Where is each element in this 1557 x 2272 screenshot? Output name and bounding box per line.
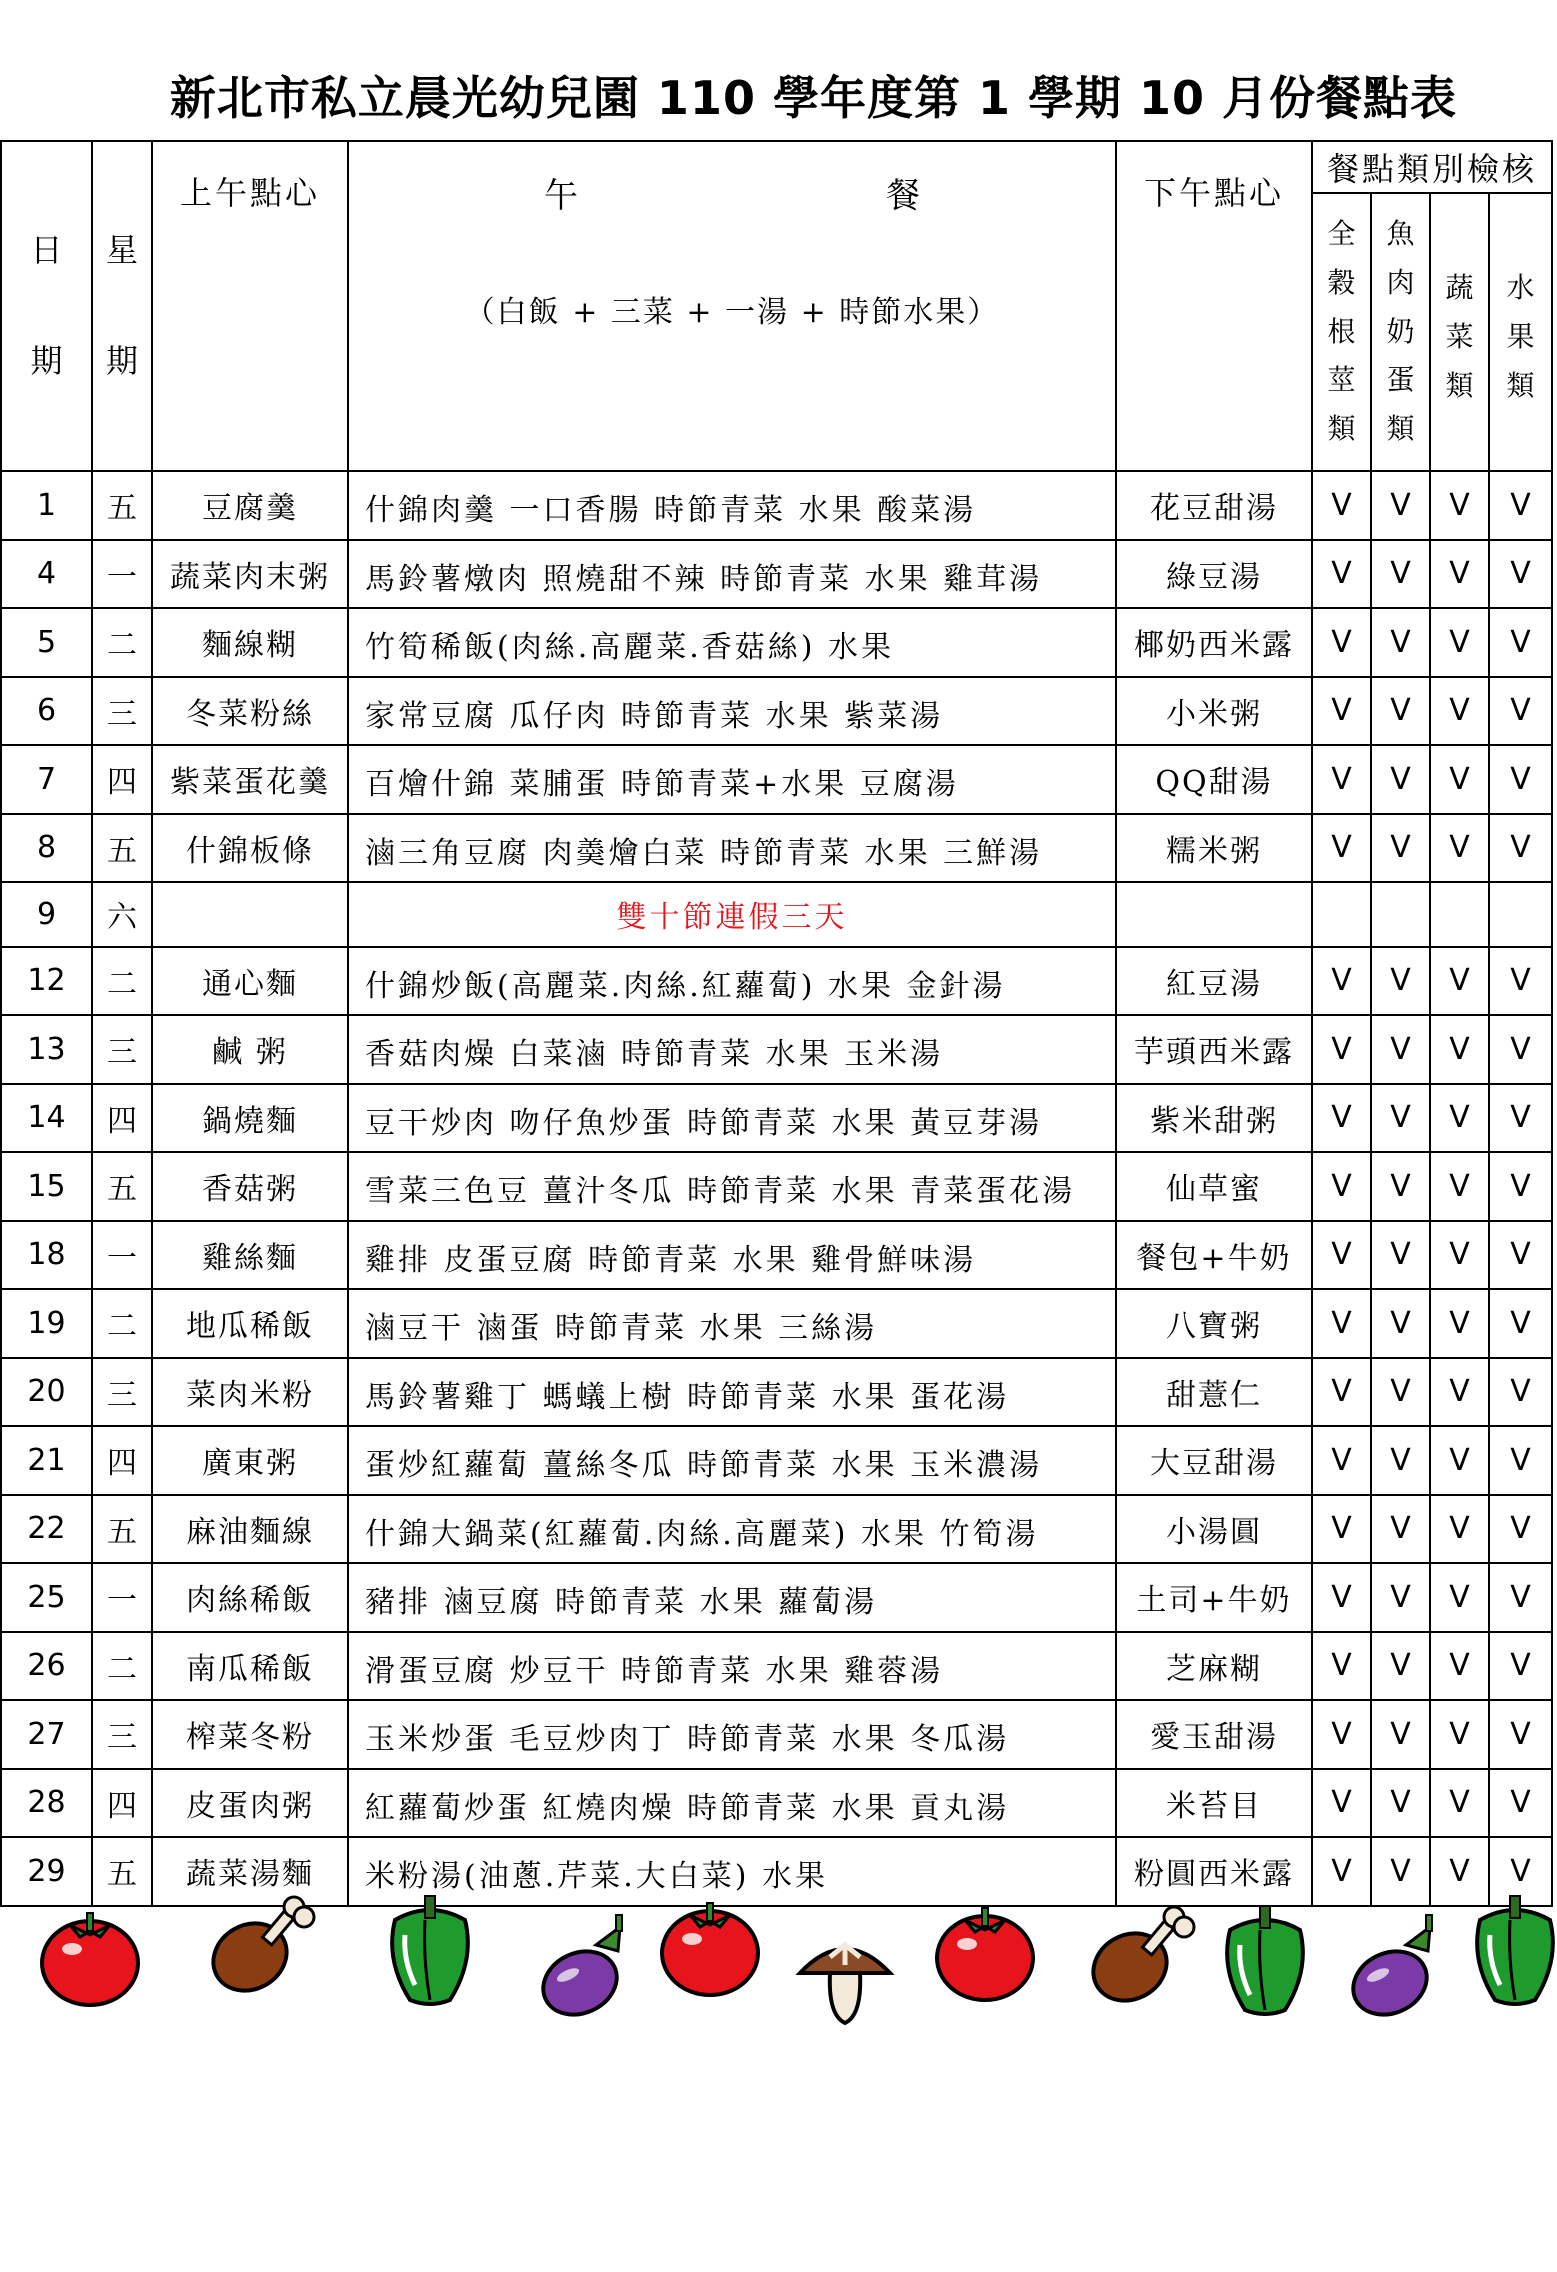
category-check-cell: V bbox=[1371, 540, 1430, 609]
afternoon-snack-cell: 粉圓西米露 bbox=[1116, 1837, 1312, 1906]
weekday-cell: 五 bbox=[92, 1495, 152, 1564]
weekday-cell: 三 bbox=[92, 1358, 152, 1427]
morning-snack-cell: 豆腐羹 bbox=[152, 471, 348, 540]
category-check-cell: V bbox=[1430, 540, 1489, 609]
weekday-cell: 五 bbox=[92, 1837, 152, 1906]
category-char: 根 bbox=[1327, 314, 1356, 348]
category-check-cell: V bbox=[1430, 608, 1489, 677]
afternoon-snack-cell: 小米粥 bbox=[1116, 677, 1312, 746]
morning-snack-cell: 皮蛋肉粥 bbox=[152, 1769, 348, 1838]
category-char: 穀 bbox=[1327, 265, 1356, 299]
table-row bbox=[1, 1495, 1552, 1564]
category-check-cell: V bbox=[1312, 1084, 1371, 1153]
table-row bbox=[1, 1084, 1552, 1153]
morning-snack-cell: 菜肉米粉 bbox=[152, 1358, 348, 1427]
afternoon-snack-cell: 仙草蜜 bbox=[1116, 1152, 1312, 1221]
date-cell: 7 bbox=[1, 745, 92, 814]
category-check-cell: V bbox=[1371, 1837, 1430, 1906]
morning-snack-cell: 什錦板條 bbox=[152, 814, 348, 883]
category-char: 蔬 bbox=[1445, 271, 1474, 304]
weekday-cell: 三 bbox=[92, 1015, 152, 1084]
category-char: 類 bbox=[1506, 368, 1535, 402]
date-cell: 4 bbox=[1, 540, 92, 609]
lunch-cell: 豆干炒肉 吻仔魚炒蛋 時節青菜 水果 黃豆芽湯 bbox=[348, 1084, 1116, 1153]
category-check-cell: V bbox=[1430, 1289, 1489, 1358]
category-check-cell: V bbox=[1312, 677, 1371, 746]
lunch-cell: 香菇肉燥 白菜滷 時節青菜 水果 玉米湯 bbox=[348, 1015, 1116, 1084]
weekday-cell: 六 bbox=[92, 882, 152, 947]
category-check-cell: V bbox=[1371, 1221, 1430, 1290]
category-check-cell: V bbox=[1371, 745, 1430, 814]
weekday-cell: 一 bbox=[92, 1221, 152, 1290]
morning-snack-cell: 地瓜稀飯 bbox=[152, 1289, 348, 1358]
header-weekday-char: 星 bbox=[105, 230, 138, 269]
category-check-cell: V bbox=[1312, 1632, 1371, 1701]
category-check-cell: V bbox=[1371, 608, 1430, 677]
morning-snack-cell: 肉絲稀飯 bbox=[152, 1563, 348, 1632]
table-row bbox=[1, 1769, 1552, 1838]
category-check-cell: V bbox=[1489, 947, 1552, 1016]
category-check-cell: V bbox=[1312, 1563, 1371, 1632]
afternoon-snack-cell: 愛玉甜湯 bbox=[1116, 1700, 1312, 1769]
category-check-cell: V bbox=[1489, 1289, 1552, 1358]
category-check-cell: V bbox=[1489, 1700, 1552, 1769]
afternoon-snack-cell: 芋頭西米露 bbox=[1116, 1015, 1312, 1084]
lunch-cell: 滷豆干 滷蛋 時節青菜 水果 三絲湯 bbox=[348, 1289, 1116, 1358]
lunch-cell: 家常豆腐 瓜仔肉 時節青菜 水果 紫菜湯 bbox=[348, 677, 1116, 746]
lunch-cell: 雪菜三色豆 薑汁冬瓜 時節青菜 水果 青菜蛋花湯 bbox=[348, 1152, 1116, 1221]
category-check-cell: V bbox=[1371, 1015, 1430, 1084]
header-afternoon-snack: 下午點心 bbox=[1116, 141, 1312, 471]
category-char: 魚 bbox=[1386, 217, 1415, 250]
category-check-cell: V bbox=[1430, 1495, 1489, 1564]
afternoon-snack-cell: 甜薏仁 bbox=[1116, 1358, 1312, 1427]
category-check-cell: V bbox=[1489, 1426, 1552, 1495]
category-check-cell: V bbox=[1371, 471, 1430, 540]
morning-snack-cell: 廣東粥 bbox=[152, 1426, 348, 1495]
category-check-cell: V bbox=[1371, 1289, 1430, 1358]
category-check-cell: V bbox=[1312, 814, 1371, 883]
category-char: 類 bbox=[1327, 412, 1356, 446]
lunch-cell: 馬鈴薯燉肉 照燒甜不辣 時節青菜 水果 雞茸湯 bbox=[348, 540, 1116, 609]
morning-snack-cell: 紫菜蛋花羹 bbox=[152, 745, 348, 814]
category-check-cell: V bbox=[1371, 814, 1430, 883]
category-check-cell: V bbox=[1430, 1084, 1489, 1153]
afternoon-snack-cell: 大豆甜湯 bbox=[1116, 1426, 1312, 1495]
afternoon-snack-cell: 綠豆湯 bbox=[1116, 540, 1312, 609]
category-check-cell bbox=[1489, 882, 1552, 947]
category-check-cell: V bbox=[1312, 1015, 1371, 1084]
category-check-cell: V bbox=[1371, 947, 1430, 1016]
category-check-cell: V bbox=[1312, 1837, 1371, 1906]
header-lunch-title: 午 餐 bbox=[544, 176, 1000, 216]
header-lunch bbox=[348, 141, 1116, 471]
table-row bbox=[1, 1015, 1552, 1084]
category-check-cell: V bbox=[1312, 540, 1371, 609]
category-check-cell: V bbox=[1489, 814, 1552, 883]
header-category-grains bbox=[1312, 193, 1371, 471]
category-check-cell: V bbox=[1430, 1563, 1489, 1632]
category-char: 水 bbox=[1506, 271, 1535, 304]
category-check-cell: V bbox=[1430, 1152, 1489, 1221]
category-check-cell: V bbox=[1430, 1358, 1489, 1427]
table-row bbox=[1, 677, 1552, 746]
lunch-cell: 竹筍稀飯(肉絲.高麗菜.香菇絲) 水果 bbox=[348, 608, 1116, 677]
category-check-cell: V bbox=[1430, 1015, 1489, 1084]
lunch-cell: 玉米炒蛋 毛豆炒肉丁 時節青菜 水果 冬瓜湯 bbox=[348, 1700, 1116, 1769]
header-date-char: 日 bbox=[30, 230, 63, 269]
date-cell: 22 bbox=[1, 1495, 92, 1564]
page-title: 新北市私立晨光幼兒園 110 學年度第 1 學期 10 月份餐點表 bbox=[169, 71, 1458, 125]
morning-snack-cell: 南瓜稀飯 bbox=[152, 1632, 348, 1701]
date-cell: 27 bbox=[1, 1700, 92, 1769]
header-category-check: 餐點類別檢核 bbox=[1312, 141, 1552, 193]
morning-snack-cell: 鍋燒麵 bbox=[152, 1084, 348, 1153]
category-char: 類 bbox=[1386, 412, 1415, 446]
category-check-cell: V bbox=[1312, 471, 1371, 540]
afternoon-snack-cell: 土司+牛奶 bbox=[1116, 1563, 1312, 1632]
date-cell: 13 bbox=[1, 1015, 92, 1084]
category-check-cell bbox=[1371, 882, 1430, 947]
table-row bbox=[1, 882, 1552, 947]
table-row bbox=[1, 1632, 1552, 1701]
date-cell: 19 bbox=[1, 1289, 92, 1358]
category-check-cell: V bbox=[1489, 1015, 1552, 1084]
table-row bbox=[1, 1152, 1552, 1221]
date-cell: 15 bbox=[1, 1152, 92, 1221]
lunch-cell: 馬鈴薯雞丁 螞蟻上樹 時節青菜 水果 蛋花湯 bbox=[348, 1358, 1116, 1427]
category-check-cell: V bbox=[1489, 1152, 1552, 1221]
morning-snack-cell: 麻油麵線 bbox=[152, 1495, 348, 1564]
category-check-cell: V bbox=[1430, 745, 1489, 814]
category-check-cell: V bbox=[1430, 814, 1489, 883]
table-row bbox=[1, 947, 1552, 1016]
lunch-cell: 豬排 滷豆腐 時節青菜 水果 蘿蔔湯 bbox=[348, 1563, 1116, 1632]
category-check-cell: V bbox=[1312, 1221, 1371, 1290]
holiday-notice: 雙十節連假三天 bbox=[348, 882, 1116, 947]
category-check-cell: V bbox=[1489, 1563, 1552, 1632]
category-check-cell: V bbox=[1489, 1632, 1552, 1701]
afternoon-snack-cell: 紫米甜粥 bbox=[1116, 1084, 1312, 1153]
category-char: 果 bbox=[1506, 319, 1535, 353]
category-check-cell: V bbox=[1489, 1221, 1552, 1290]
category-check-cell: V bbox=[1430, 677, 1489, 746]
date-cell: 28 bbox=[1, 1769, 92, 1838]
weekday-cell: 一 bbox=[92, 1563, 152, 1632]
weekday-cell: 二 bbox=[92, 1289, 152, 1358]
header-date bbox=[1, 141, 92, 471]
afternoon-snack-cell: 餐包+牛奶 bbox=[1116, 1221, 1312, 1290]
morning-snack-cell: 蔬菜肉末粥 bbox=[152, 540, 348, 609]
category-check-cell: V bbox=[1489, 1837, 1552, 1906]
category-check-cell: V bbox=[1371, 1426, 1430, 1495]
table-row bbox=[1, 1289, 1552, 1358]
weekday-cell: 二 bbox=[92, 1632, 152, 1701]
header-morning-snack: 上午點心 bbox=[152, 141, 348, 471]
afternoon-snack-cell: 芝麻糊 bbox=[1116, 1632, 1312, 1701]
lunch-cell: 滷三角豆腐 肉羮燴白菜 時節青菜 水果 三鮮湯 bbox=[348, 814, 1116, 883]
table-row bbox=[1, 540, 1552, 609]
weekday-cell: 四 bbox=[92, 1769, 152, 1838]
table-row bbox=[1, 1426, 1552, 1495]
category-check-cell: V bbox=[1489, 540, 1552, 609]
date-cell: 5 bbox=[1, 608, 92, 677]
category-check-cell: V bbox=[1371, 1152, 1430, 1221]
category-check-cell: V bbox=[1430, 1700, 1489, 1769]
lunch-cell: 米粉湯(油蔥.芹菜.大白菜) 水果 bbox=[348, 1837, 1116, 1906]
date-cell: 1 bbox=[1, 471, 92, 540]
header-weekday bbox=[92, 141, 152, 471]
date-cell: 9 bbox=[1, 882, 92, 947]
category-check-cell: V bbox=[1371, 1563, 1430, 1632]
date-cell: 20 bbox=[1, 1358, 92, 1427]
morning-snack-cell: 鹹 粥 bbox=[152, 1015, 348, 1084]
category-check-cell: V bbox=[1371, 1769, 1430, 1838]
header-category-vegetables bbox=[1430, 193, 1489, 471]
date-cell: 25 bbox=[1, 1563, 92, 1632]
category-check-cell: V bbox=[1371, 1632, 1430, 1701]
category-check-cell: V bbox=[1430, 1426, 1489, 1495]
category-check-cell: V bbox=[1489, 1358, 1552, 1427]
table-row bbox=[1, 814, 1552, 883]
category-check-cell: V bbox=[1430, 1221, 1489, 1290]
category-check-cell: V bbox=[1312, 745, 1371, 814]
lunch-cell: 蛋炒紅蘿蔔 薑絲冬瓜 時節青菜 水果 玉米濃湯 bbox=[348, 1426, 1116, 1495]
header-lunch-note: （白飯 + 三菜 + 一湯 + 時節水果） bbox=[464, 295, 1000, 330]
lunch-cell: 雞排 皮蛋豆腐 時節青菜 水果 雞骨鮮味湯 bbox=[348, 1221, 1116, 1290]
category-check-cell: V bbox=[1489, 677, 1552, 746]
morning-snack-cell: 榨菜冬粉 bbox=[152, 1700, 348, 1769]
afternoon-snack-cell: 糯米粥 bbox=[1116, 814, 1312, 883]
category-check-cell: V bbox=[1430, 1632, 1489, 1701]
morning-snack-cell: 蔬菜湯麵 bbox=[152, 1837, 348, 1906]
menu-body bbox=[1, 471, 1552, 1906]
weekday-cell: 三 bbox=[92, 1700, 152, 1769]
category-check-cell bbox=[1312, 882, 1371, 947]
date-cell: 21 bbox=[1, 1426, 92, 1495]
weekday-cell: 二 bbox=[92, 608, 152, 677]
lunch-cell: 百燴什錦 菜脯蛋 時節青菜+水果 豆腐湯 bbox=[348, 745, 1116, 814]
date-cell: 29 bbox=[1, 1837, 92, 1906]
lunch-cell: 紅蘿蔔炒蛋 紅燒肉燥 時節青菜 水果 貢丸湯 bbox=[348, 1769, 1116, 1838]
table-row bbox=[1, 1563, 1552, 1632]
category-check-cell: V bbox=[1312, 1769, 1371, 1838]
category-check-cell: V bbox=[1430, 471, 1489, 540]
category-check-cell: V bbox=[1371, 1084, 1430, 1153]
category-check-cell: V bbox=[1489, 608, 1552, 677]
weekday-cell: 四 bbox=[92, 745, 152, 814]
date-cell: 8 bbox=[1, 814, 92, 883]
category-check-cell: V bbox=[1430, 1837, 1489, 1906]
category-char: 全 bbox=[1327, 217, 1356, 250]
table-row bbox=[1, 608, 1552, 677]
food-decorations bbox=[0, 1875, 1557, 2025]
afternoon-snack-cell bbox=[1116, 882, 1312, 947]
date-cell: 14 bbox=[1, 1084, 92, 1153]
category-check-cell: V bbox=[1489, 1769, 1552, 1838]
category-check-cell: V bbox=[1312, 608, 1371, 677]
header-weekday-char: 期 bbox=[105, 342, 138, 380]
category-check-cell: V bbox=[1371, 677, 1430, 746]
afternoon-snack-cell: 米苔目 bbox=[1116, 1769, 1312, 1838]
category-check-cell: V bbox=[1489, 1495, 1552, 1564]
category-char: 奶 bbox=[1386, 314, 1415, 348]
weekday-cell: 一 bbox=[92, 540, 152, 609]
afternoon-snack-cell: 花豆甜湯 bbox=[1116, 471, 1312, 540]
category-check-cell: V bbox=[1371, 1358, 1430, 1427]
category-check-cell: V bbox=[1312, 947, 1371, 1016]
weekday-cell: 三 bbox=[92, 677, 152, 746]
category-check-cell: V bbox=[1312, 1289, 1371, 1358]
date-cell: 26 bbox=[1, 1632, 92, 1701]
header-date-char: 期 bbox=[30, 342, 63, 380]
header-category-protein bbox=[1371, 193, 1430, 471]
category-check-cell: V bbox=[1312, 1495, 1371, 1564]
category-check-cell bbox=[1430, 882, 1489, 947]
morning-snack-cell: 麵線糊 bbox=[152, 608, 348, 677]
date-cell: 12 bbox=[1, 947, 92, 1016]
category-check-cell: V bbox=[1430, 947, 1489, 1016]
category-check-cell: V bbox=[1489, 471, 1552, 540]
date-cell: 18 bbox=[1, 1221, 92, 1290]
lunch-cell: 什錦肉羹 一口香腸 時節青菜 水果 酸菜湯 bbox=[348, 471, 1116, 540]
lunch-cell: 什錦炒飯(高麗菜.肉絲.紅蘿蔔) 水果 金針湯 bbox=[348, 947, 1116, 1016]
weekday-cell: 二 bbox=[92, 947, 152, 1016]
category-check-cell: V bbox=[1371, 1495, 1430, 1564]
afternoon-snack-cell: 小湯圓 bbox=[1116, 1495, 1312, 1564]
category-check-cell: V bbox=[1312, 1152, 1371, 1221]
table-row bbox=[1, 471, 1552, 540]
lunch-cell: 什錦大鍋菜(紅蘿蔔.肉絲.高麗菜) 水果 竹筍湯 bbox=[348, 1495, 1116, 1564]
category-char: 蛋 bbox=[1386, 363, 1415, 397]
category-char: 肉 bbox=[1386, 265, 1415, 299]
lunch-cell: 滑蛋豆腐 炒豆干 時節青菜 水果 雞蓉湯 bbox=[348, 1632, 1116, 1701]
category-check-cell: V bbox=[1371, 1700, 1430, 1769]
category-char: 菜 bbox=[1445, 319, 1474, 353]
category-check-cell: V bbox=[1489, 745, 1552, 814]
weekday-cell: 四 bbox=[92, 1426, 152, 1495]
afternoon-snack-cell: QQ甜湯 bbox=[1116, 745, 1312, 814]
afternoon-snack-cell: 椰奶西米露 bbox=[1116, 608, 1312, 677]
morning-snack-cell bbox=[152, 882, 348, 947]
afternoon-snack-cell: 紅豆湯 bbox=[1116, 947, 1312, 1016]
header-category-fruit bbox=[1489, 193, 1552, 471]
menu-table bbox=[0, 140, 1553, 1907]
category-check-cell: V bbox=[1489, 1084, 1552, 1153]
weekday-cell: 五 bbox=[92, 814, 152, 883]
category-check-cell: V bbox=[1312, 1358, 1371, 1427]
weekday-cell: 四 bbox=[92, 1084, 152, 1153]
category-check-cell: V bbox=[1312, 1700, 1371, 1769]
table-row bbox=[1, 1358, 1552, 1427]
morning-snack-cell: 冬菜粉絲 bbox=[152, 677, 348, 746]
weekday-cell: 五 bbox=[92, 471, 152, 540]
morning-snack-cell: 雞絲麵 bbox=[152, 1221, 348, 1290]
table-row bbox=[1, 1700, 1552, 1769]
category-char: 莖 bbox=[1327, 363, 1356, 397]
date-cell: 6 bbox=[1, 677, 92, 746]
table-row bbox=[1, 745, 1552, 814]
morning-snack-cell: 香菇粥 bbox=[152, 1152, 348, 1221]
afternoon-snack-cell: 八寶粥 bbox=[1116, 1289, 1312, 1358]
weekday-cell: 五 bbox=[92, 1152, 152, 1221]
morning-snack-cell: 通心麵 bbox=[152, 947, 348, 1016]
category-check-cell: V bbox=[1430, 1769, 1489, 1838]
table-row bbox=[1, 1221, 1552, 1290]
category-check-cell: V bbox=[1312, 1426, 1371, 1495]
category-char: 類 bbox=[1445, 368, 1474, 402]
